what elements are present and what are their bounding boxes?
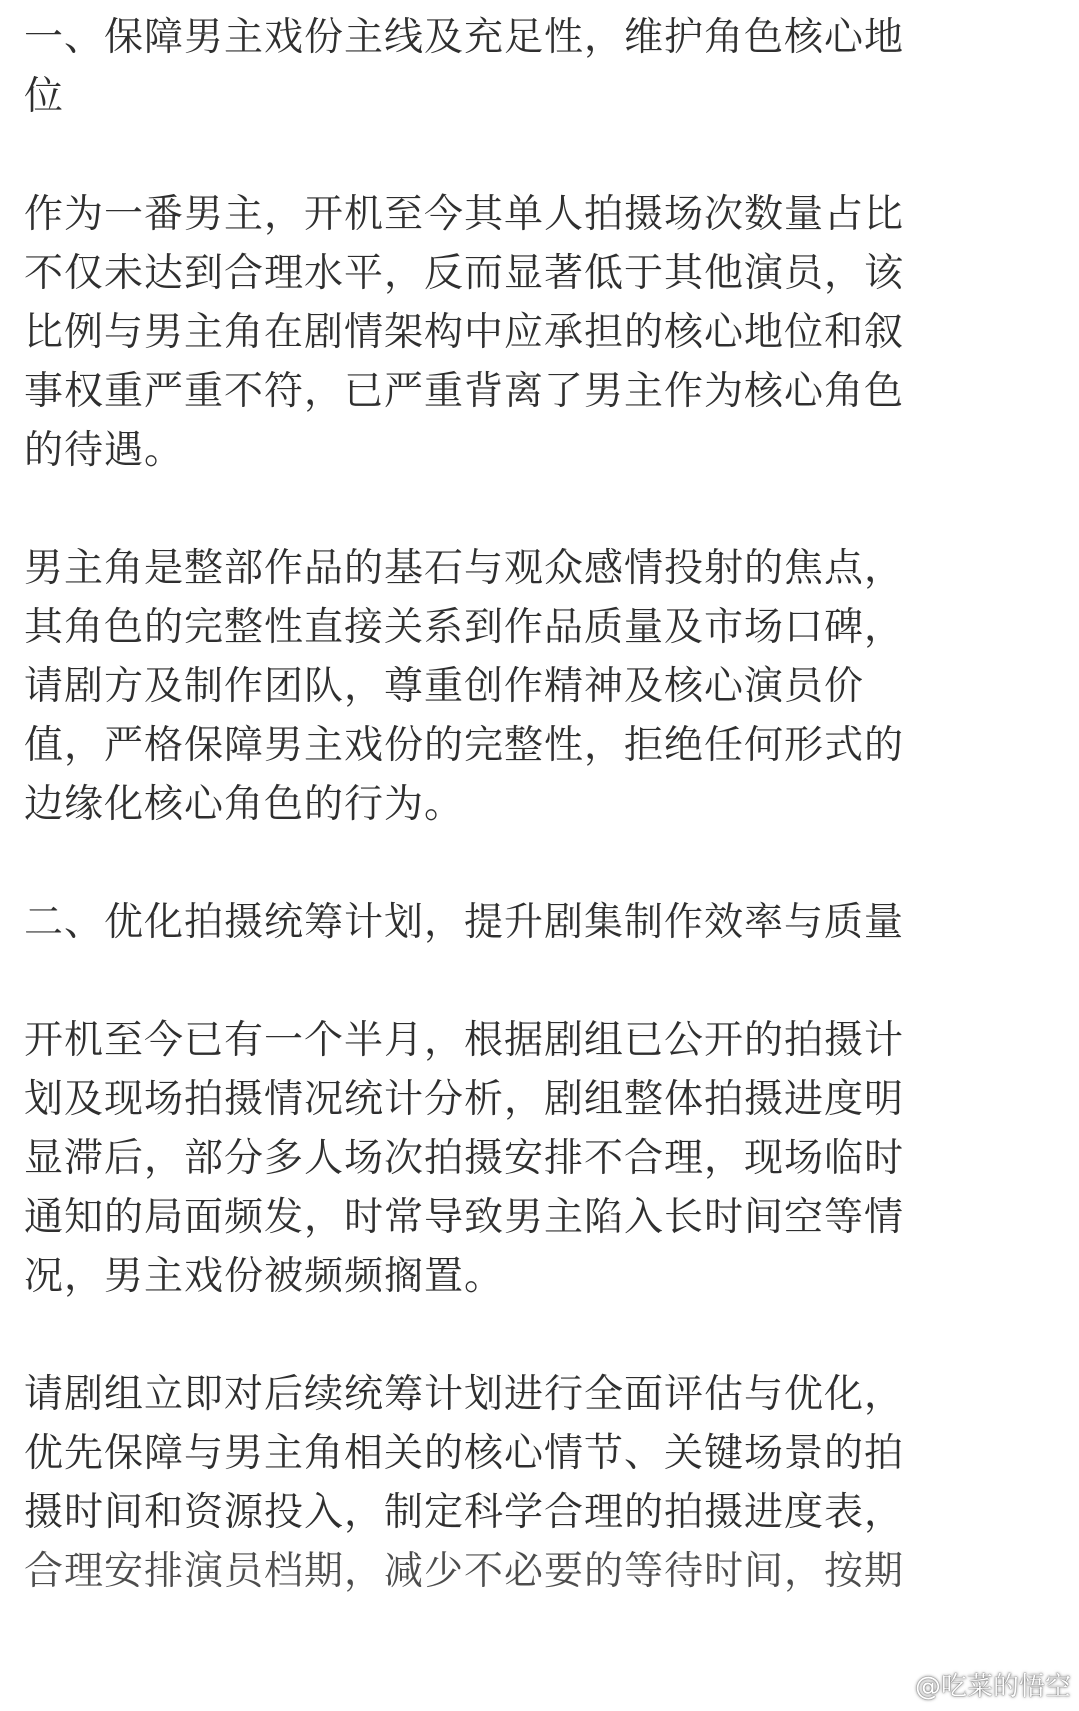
text-line: 男主角是整部作品的基石与观众感情投射的焦点， — [24, 546, 905, 591]
text-line: 不仅未达到合理水平，反而显著低于其他演员，该 — [24, 251, 905, 296]
text-line: 划及现场拍摄情况统计分析，剧组整体拍摄进度明 — [24, 1077, 905, 1122]
document-text — [0, 8, 1079, 1601]
text-line: 作为一番男主，开机至今其单人拍摄场次数量占比 — [24, 192, 905, 237]
blank-line — [24, 834, 1079, 893]
text-line: 比例与男主角在剧情架构中应承担的核心地位和叙 — [24, 310, 905, 355]
watermark — [875, 1666, 1071, 1703]
text-line: 况，男主戏份被频频搁置。 — [24, 1254, 505, 1299]
text-line: 摄时间和资源投入，制定科学合理的拍摄进度表， — [24, 1490, 905, 1535]
text-line: 边缘化核心角色的行为。 — [24, 782, 465, 827]
text-line: 的待遇。 — [24, 428, 185, 473]
text-line: 值，严格保障男主戏份的完整性，拒绝任何形式的 — [24, 723, 905, 768]
text-line: 位 — [24, 74, 65, 119]
text-line: 二、优化拍摄统筹计划，提升剧集制作效率与质量 — [24, 900, 905, 945]
blank-line — [24, 952, 1079, 1011]
blank-line — [24, 480, 1079, 539]
text-line: 显滞后，部分多人场次拍摄安排不合理，现场临时 — [24, 1136, 905, 1181]
weibo-icon — [875, 1670, 909, 1700]
text-line: 优先保障与男主角相关的核心情节、关键场景的拍 — [24, 1431, 905, 1476]
text-line: 通知的局面频发，时常导致男主陷入长时间空等情 — [24, 1195, 905, 1240]
text-line: 事权重严重不符，已严重背离了男主作为核心角色 — [24, 369, 905, 414]
text-line: 合理安排演员档期，减少不必要的等待时间，按期 — [24, 1549, 905, 1594]
text-line: 其角色的完整性直接关系到作品质量及市场口碑， — [24, 605, 905, 650]
watermark-text: @吃菜的悟空 — [914, 1672, 1071, 1702]
blank-line — [24, 126, 1079, 185]
text-line: 一、保障男主戏份主线及充足性，维护角色核心地 — [24, 15, 905, 60]
text-line: 开机至今已有一个半月，根据剧组已公开的拍摄计 — [24, 1018, 905, 1063]
text-line: 请剧方及制作团队，尊重创作精神及核心演员价 — [24, 664, 865, 709]
blank-line — [24, 1306, 1079, 1365]
text-line: 请剧组立即对后续统筹计划进行全面评估与优化， — [24, 1372, 905, 1417]
